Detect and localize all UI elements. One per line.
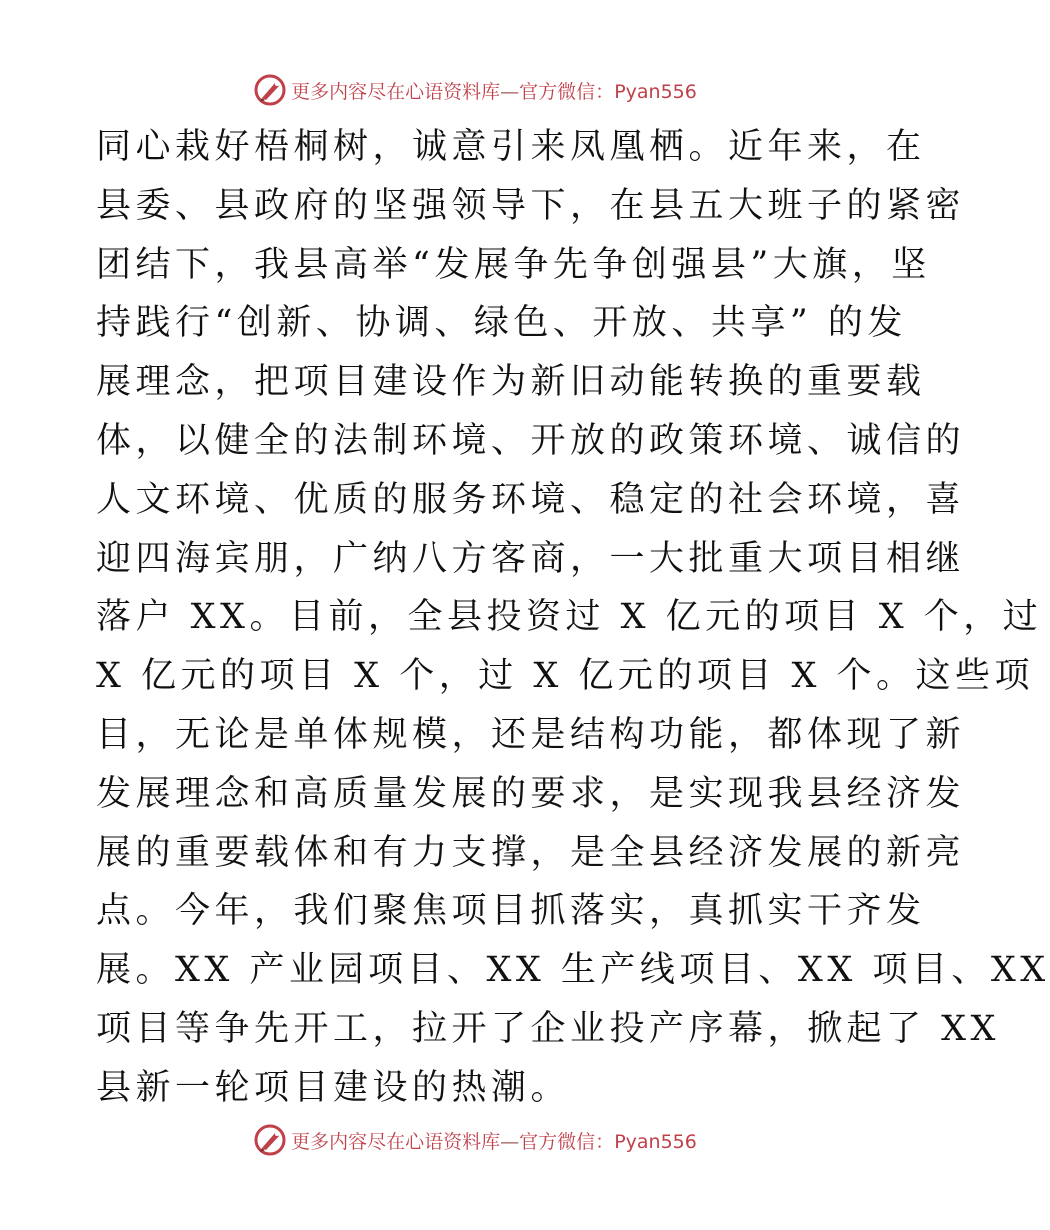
watermark-brand: 更多内容尽在心语资料库 [291, 80, 501, 103]
watermark-id: Pyan556 [614, 1130, 697, 1153]
body-line: 持践行“创新、协调、绿色、开放、共享” 的发 [96, 303, 907, 344]
body-line: 落户 XX。目前，全县投资过 X 亿元的项目 X 个，过 [96, 597, 1043, 638]
body-line: 同心栽好梧桐树，诚意引来凤凰栖。近年来，在 [96, 127, 926, 167]
body-line: X 亿元的项目 X 个，过 X 亿元的项目 X 个。这些项 [96, 656, 1035, 697]
pen-logo-icon [253, 1123, 287, 1157]
watermark-label: 官方微信： [519, 80, 615, 103]
body-line: 项目等争先开工，拉开了企业投产序幕，掀起了 XX [96, 1008, 1000, 1049]
header-watermark [0, 70, 950, 110]
body-line: 县委、县政府的坚强领导下，在县五大班子的紧密 [96, 185, 966, 226]
body-line: 点。今年，我们聚焦项目抓落实，真抓实干齐发 [96, 891, 926, 932]
body-line: 体，以健全的法制环境、开放的政策环境、诚信的 [96, 420, 966, 461]
body-line: 展的重要载体和有力支撑，是全县经济发展的新亮 [96, 832, 966, 873]
body-line: 迎四海宾朋，广纳八方客商，一大批重大项目相继 [96, 538, 966, 579]
watermark-separator: — [500, 1130, 520, 1153]
body-line: 县新一轮项目建设的热潮。 [96, 1067, 571, 1108]
body-line: 展。XX 产业园项目、XX 生产线项目、XX 项目、XX [96, 950, 1050, 991]
document-body [96, 118, 1050, 1118]
body-line: 团结下，我县高举“发展争先争创强县”大旗，坚 [96, 244, 931, 285]
watermark-label: 官方微信： [519, 1130, 615, 1153]
pen-logo-icon [253, 73, 287, 107]
body-line: 发展理念和高质量发展的要求，是实现我县经济发 [96, 773, 966, 814]
body-line: 人文环境、优质的服务环境、稳定的社会环境，喜 [96, 479, 966, 520]
watermark-text [291, 1127, 697, 1154]
watermark-text [291, 77, 697, 104]
watermark-id: Pyan556 [614, 80, 697, 103]
watermark-separator: — [500, 80, 520, 103]
body-line: 目，无论是单体规模，还是结构功能，都体现了新 [96, 714, 966, 755]
footer-watermark [0, 1120, 950, 1160]
body-line: 展理念，把项目建设作为新旧动能转换的重要载 [96, 362, 926, 403]
watermark-brand: 更多内容尽在心语资料库 [291, 1130, 501, 1153]
